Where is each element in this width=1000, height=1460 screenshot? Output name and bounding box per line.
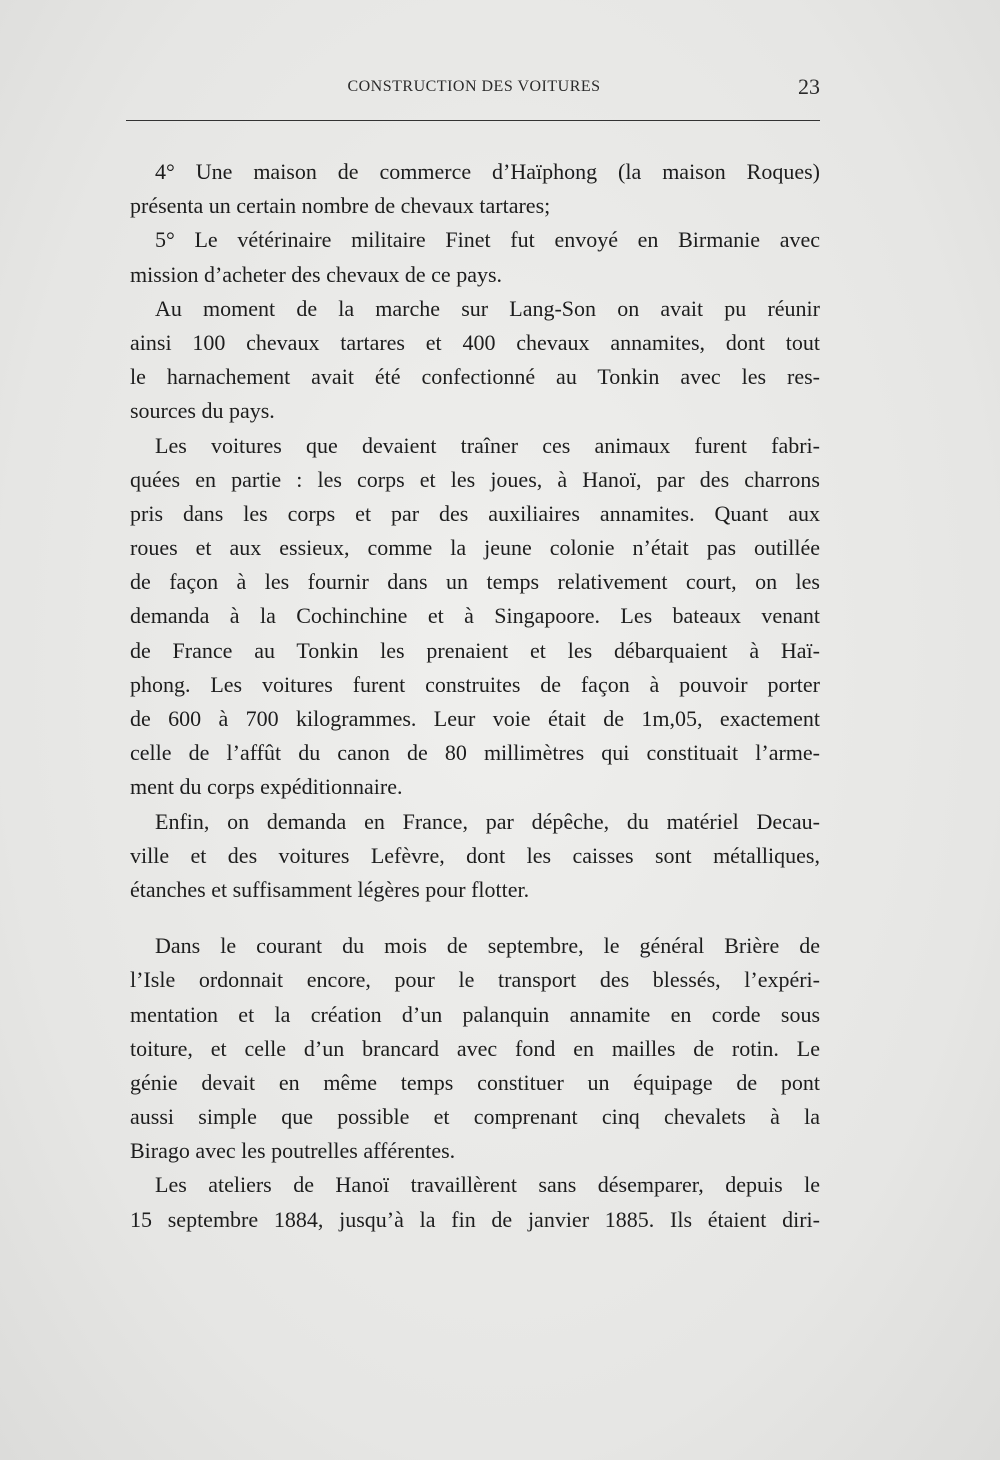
text-line: 15 septembre 1884, jusqu’à la fin de janvier 1885. Ils étaient diri- — [130, 1206, 820, 1232]
text-line: étanches et suffisamment légères pour flotter. — [130, 876, 530, 902]
text-line: l’Isle ordonnait encore, pour le transport des blessés, l’expéri- — [130, 967, 820, 993]
text-line: ville et des voitures Lefèvre, dont les caisses sont métalliques, — [130, 842, 820, 868]
text-line: ment du corps expéditionnaire. — [130, 774, 403, 800]
header-rule — [126, 120, 820, 121]
text-line: aussi simple que possible et comprenant cinq chevalets à la — [130, 1104, 820, 1130]
text-line: Les voitures que devaient traîner ces animaux furent fabri- — [155, 432, 820, 458]
text-line: ainsi 100 chevaux tartares et 400 chevaux annamites, dont tout — [130, 329, 820, 355]
text-line: mission d’acheter des chevaux de ce pays. — [130, 261, 503, 287]
text-line: de 600 à 700 kilogrammes. Leur voie était de 1m,05, exactement — [130, 706, 820, 731]
text-line: présenta un certain nombre de chevaux tartares; — [130, 193, 551, 219]
text-line: roues et aux essieux, comme la jeune colonie n’était pas outillée — [130, 535, 820, 561]
text-line: celle de l’affût du canon de 80 millimètres qui constituait l’arme- — [130, 740, 820, 766]
text-line: mentation et la création d’un palanquin annamite en corde sous — [130, 1001, 820, 1027]
text-line: Au moment de la marche sur Lang-Son on avait pu réunir — [155, 295, 820, 321]
text-line: pris dans les corps et par des auxiliaires annamites. Quant aux — [130, 500, 820, 526]
body-text — [130, 155, 820, 1237]
page-header — [128, 74, 820, 104]
text-line: demanda à la Cochinchine et à Singapoore. Les bateaux venant — [130, 603, 820, 629]
text-line: Birago avec les poutrelles afférentes. — [130, 1138, 456, 1164]
text-line: 5° Le vétérinaire militaire Finet fut envoyé en Birmanie avec — [155, 227, 820, 253]
text-line: Les ateliers de Hanoï travaillèrent sans désemparer, depuis le — [155, 1172, 820, 1198]
text-line: de façon à les fournir dans un temps relativement court, on les — [130, 569, 820, 595]
page-number: 23 — [798, 74, 820, 99]
text-line: toiture, et celle d’un brancard avec fond en mailles de rotin. Le — [130, 1035, 820, 1061]
text-line: sources du pays. — [130, 398, 275, 424]
text-line: génie devait en même temps constituer un équipage de pont — [130, 1069, 820, 1095]
text-line: le harnachement avait été confectionné au Tonkin avec les res- — [130, 364, 820, 390]
running-title: CONSTRUCTION DES VOITURES — [347, 78, 601, 95]
text-line: phong. Les voitures furent construites de façon à pouvoir porter — [130, 671, 820, 697]
text-line: de France au Tonkin les prenaient et les débarquaient à Haï- — [130, 637, 820, 663]
text-line: Dans le courant du mois de septembre, le général Brière de — [155, 933, 820, 959]
text-line: 4° Une maison de commerce d’Haïphong (la maison Roques) — [155, 159, 820, 184]
paragraph-gap — [130, 907, 820, 929]
text-line: Enfin, on demanda en France, par dépêche, du matériel Decau- — [155, 808, 820, 834]
text-line: quées en partie : les corps et les joues, à Hanoï, par des charrons — [130, 466, 820, 492]
